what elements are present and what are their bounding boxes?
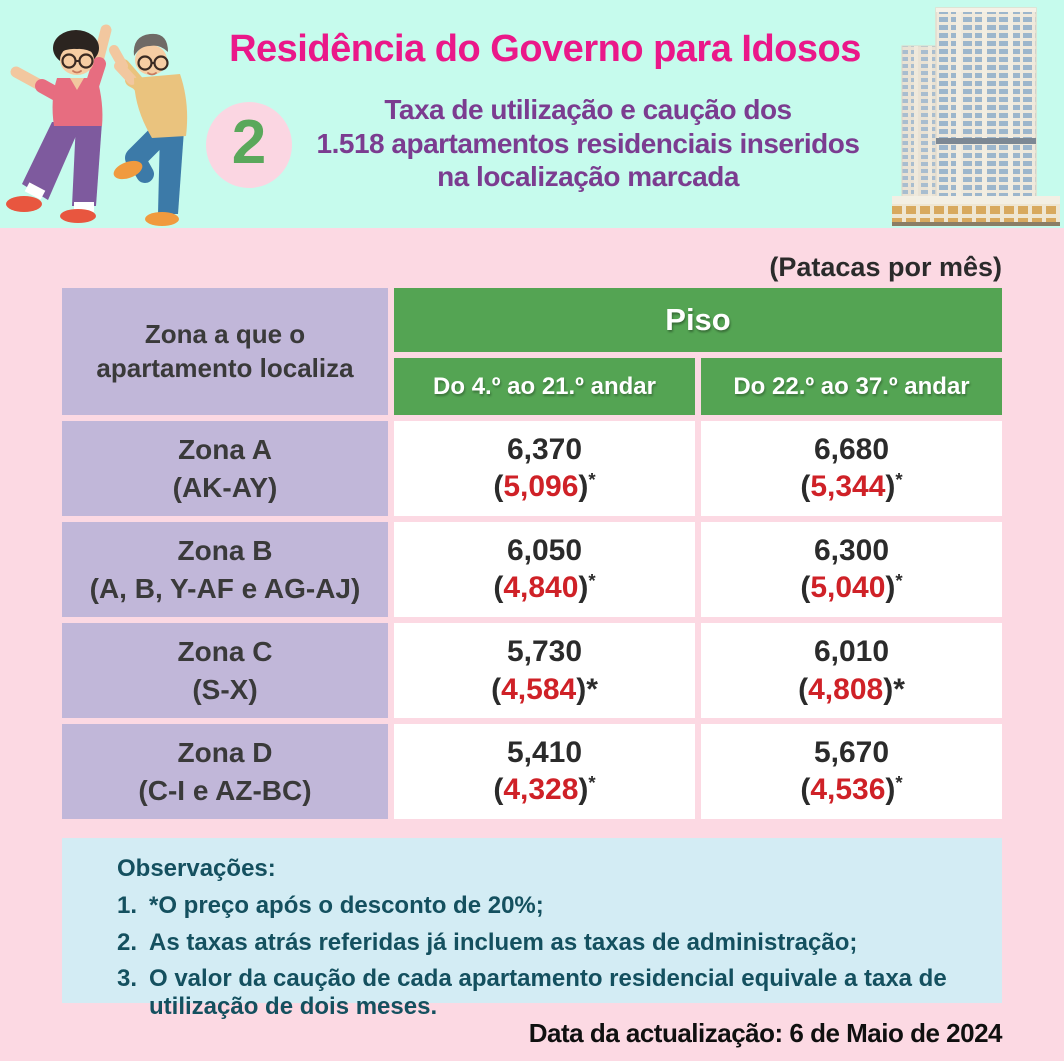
fee-discount: (4,840)* [493, 570, 596, 605]
fee-discount: (4,328)* [493, 772, 596, 807]
update-date: Data da actualização: 6 de Maio de 2024 [528, 1018, 1002, 1048]
page-title: Residência do Governo para Idosos [229, 28, 861, 70]
zone-label-b: Zona B (A, B, Y-AF e AG-AJ) [62, 522, 388, 617]
page-subtitle [278, 93, 898, 194]
fee-discount: (5,040)* [800, 570, 903, 605]
zone-label-a: Zona A (AK-AY) [62, 421, 388, 516]
floor-header-high: Do 22.º ao 37.º andar [701, 358, 1002, 415]
fee-cell [394, 724, 695, 819]
fee-value: 6,300 [813, 533, 890, 567]
piso-header: Piso [394, 288, 1002, 352]
fee-cell [701, 623, 1002, 718]
fee-discount: (5,344)* [800, 469, 903, 504]
fee-discount: (4,808)* [798, 672, 905, 706]
header-band [0, 0, 1064, 228]
zone-header-line: apartamento localiza [96, 352, 354, 383]
section-number: 2 [231, 107, 267, 177]
zone-header-line: Zona a que o [144, 318, 306, 349]
fee-discount: (5,096)* [493, 469, 596, 504]
residential-tower-icon [890, 0, 1064, 228]
observations-title: Observações: [117, 855, 276, 882]
elderly-couple-dancing-icon [2, 8, 202, 226]
observation-item: 3. O valor da caução de cada apartamento residencial equivale a taxa de utilização de dois meses. [117, 965, 947, 1020]
fee-cell [701, 724, 1002, 819]
zone-label-d: Zona D (C-I e AZ-BC) [62, 724, 388, 819]
floor-header-low: Do 4.º ao 21.º andar [394, 358, 695, 415]
zone-column-header [62, 288, 388, 415]
fee-cell [394, 421, 695, 516]
fee-value: 5,670 [813, 735, 890, 769]
fee-cell [701, 522, 1002, 617]
fee-cell [701, 421, 1002, 516]
observations-box [62, 838, 1002, 1020]
zone-label-c: Zona C (S-X) [62, 623, 388, 718]
subtitle-line: Taxa de utilização e caução dos [384, 94, 792, 125]
fee-cell [394, 623, 695, 718]
unit-note: (Patacas por mês) [769, 252, 1002, 282]
observation-item: 1. *O preço após o desconto de 20%; [117, 892, 544, 919]
observation-item: 2. As taxas atrás referidas já incluem as taxas de administração; [117, 928, 858, 956]
fee-value: 5,410 [506, 735, 583, 769]
fee-cell [394, 522, 695, 617]
subtitle-line: na localização marcada [437, 161, 739, 193]
fee-value: 6,050 [506, 533, 583, 567]
fee-table [62, 288, 1002, 819]
fee-value: 5,730 [506, 635, 583, 668]
fee-value: 6,370 [506, 432, 583, 466]
fee-value: 6,010 [813, 635, 890, 668]
subtitle-line: 1.518 apartamentos residenciais inseridos [316, 127, 860, 159]
fee-discount: (4,536)* [800, 772, 903, 807]
fee-value: 6,680 [813, 432, 890, 466]
fee-discount: (4,584)* [491, 672, 598, 706]
